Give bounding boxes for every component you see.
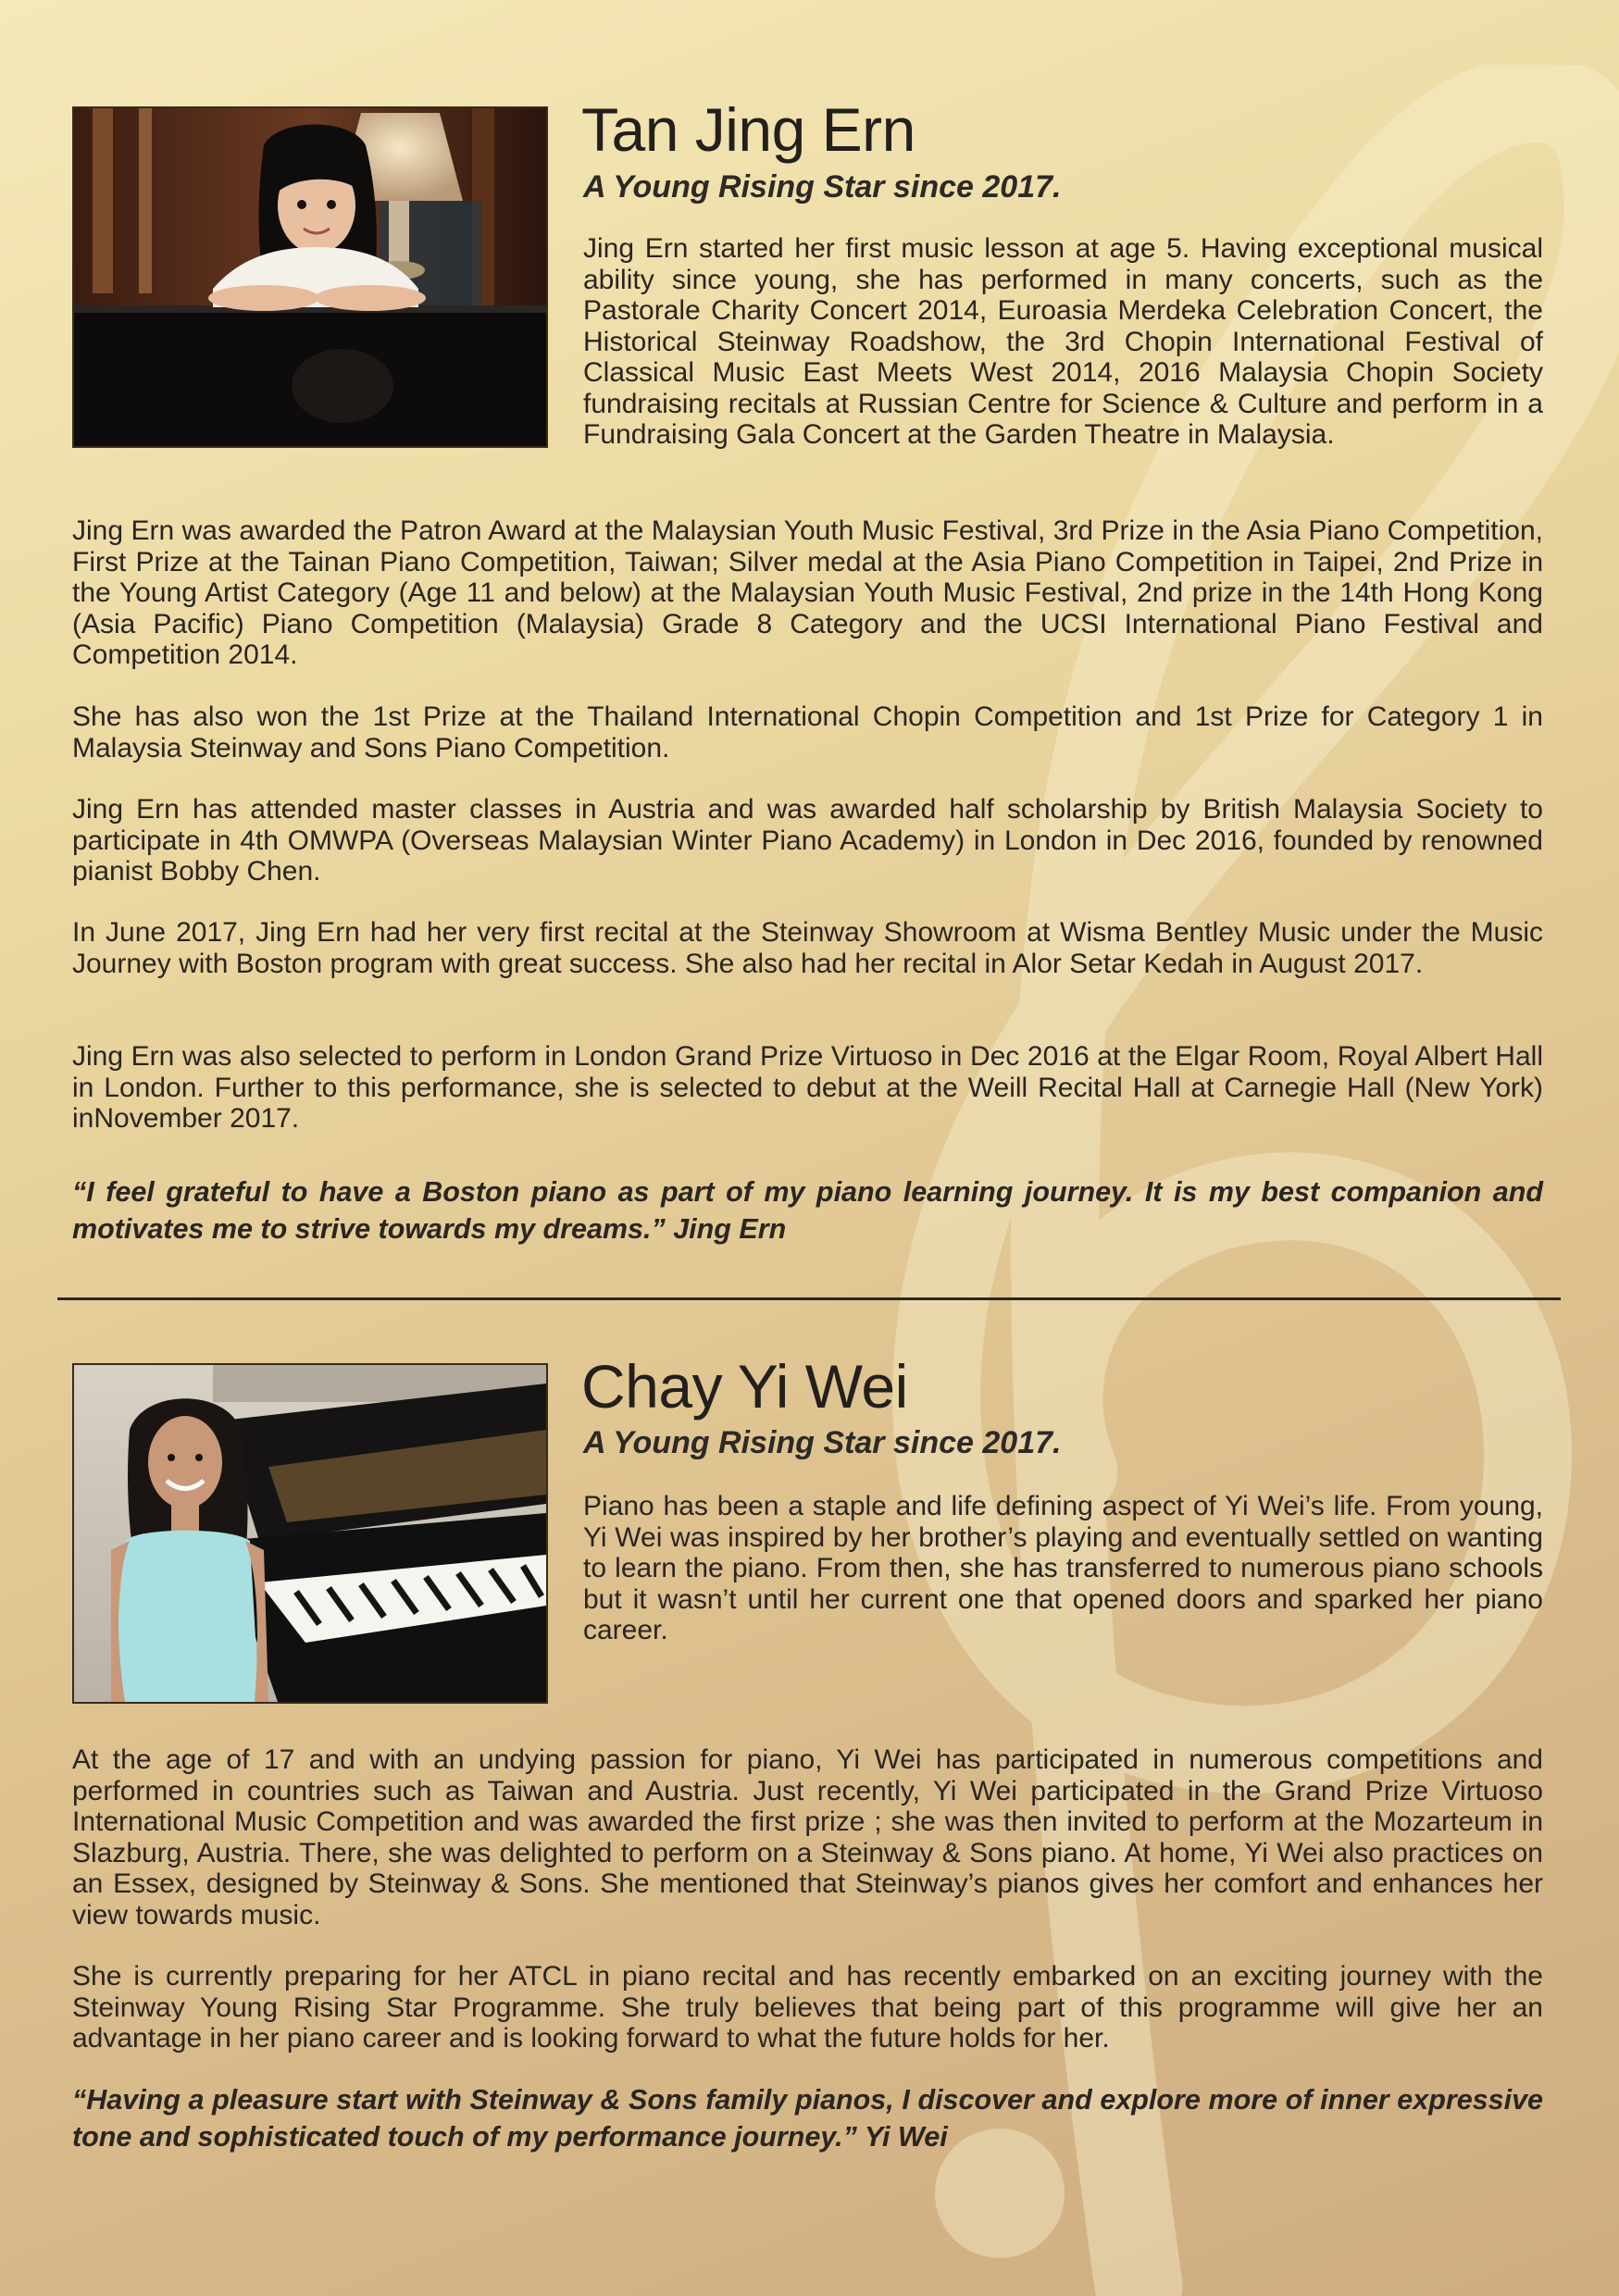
- section-divider: [57, 1297, 1561, 1300]
- profile-subtitle: A Young Rising Star since 2017.: [583, 1425, 1062, 1460]
- profile-name: Tan Jing Ern: [581, 95, 915, 164]
- bio-paragraph: Jing Ern was awarded the Patron Award at the Malaysian Youth Music Festival, 3rd Prize in the Asia Piano Competition, First Prize at the Tainan Piano Competition, Taiwan; Silver medal at the Asia Piano Competition in Taipei, 2nd Prize in the Young Artist Category (Age 11 and below) at the Malaysian Youth Music Festival, 2nd prize in the 14th Hong Kong (Asia Pacific) Piano Competition (Malaysia) Grade 8 Category and the UCSI International Piano Festival and Competition 2014.: [72, 515, 1543, 670]
- profile-subtitle: A Young Rising Star since 2017.: [583, 169, 1062, 205]
- bio-paragraph: Jing Ern has attended master classes in Austria and was awarded half scholarship by British Malaysia Society to participate in 4th OMWPA (Overseas Malaysian Winter Piano Academy) in London in Dec 2016, founded by renowned pianist Bobby Chen.: [72, 794, 1543, 887]
- bio-paragraph: At the age of 17 and with an undying passion for piano, Yi Wei has participated in numerous competitions and performed in countries such as Taiwan and Austria. Just recently, Yi Wei participated in the Grand Prize Virtuoso International Music Competition and was awarded the first prize ; she was then invited to perform at the Mozarteum in Slazburg, Austria. There, she was delighted to perform on a Steinway & Sons piano. At home, Yi Wei also practices on an Essex, designed by Steinway & Sons. She mentioned that Steinway’s pianos gives her comfort and enhances her view towards music.: [72, 1744, 1543, 1930]
- portrait-photo-girl-at-piano-icon: [74, 108, 546, 446]
- profile-quote: “I feel grateful to have a Boston piano as part of my piano learning journey. It is my best companion and motivates me to strive towards my dreams.” Jing Ern: [72, 1176, 1543, 1245]
- bio-paragraph: In June 2017, Jing Ern had her very first recital at the Steinway Showroom at Wisma Bentley Music under the Music Journey with Boston program with great success. She also had her recital in Alor Setar Kedah in August 2017.: [72, 917, 1543, 979]
- profile-photo-chay-yi-wei: [72, 1363, 548, 1704]
- bio-paragraph: She has also won the 1st Prize at the Thailand International Chopin Competition and 1st Prize for Category 1 in Malaysia Steinway and Sons Piano Competition.: [72, 701, 1543, 763]
- bio-paragraph: Jing Ern started her first music lesson at age 5. Having exceptional musical ability since young, she has performed in many concerts, such as the Pastorale Charity Concert 2014, Euroasia Merdeka Celebration Concert, the Historical Steinway Roadshow, the 3rd Chopin International Festival of Classical Music East Meets West 2014, 2016 Malaysia Chopin Society fundraising recitals at Russian Centre for Science & Culture and perform in a Fundraising Gala Concert at the Garden Theatre in Malaysia.: [583, 233, 1543, 450]
- bio-paragraph: She is currently preparing for her ATCL in piano recital and has recently embarked on an exciting journey with the Steinway Young Rising Star Programme. She truly believes that being part of this programme will give her an advantage in her piano career and is looking forward to what the future holds for her.: [72, 1961, 1543, 2054]
- profile-name: Chay Yi Wei: [581, 1352, 908, 1421]
- bio-paragraph: Piano has been a staple and life defining aspect of Yi Wei’s life. From young, Yi Wei was inspired by her brother’s playing and eventually settled on wanting to learn the piano. From then, she has transferred to numerous piano schools but it wasn’t until her current one that opened doors and sparked her piano career.: [583, 1491, 1543, 1645]
- profile-quote: “Having a pleasure start with Steinway & Sons family pianos, I discover and explore more of inner expressive tone and sophisticated touch of my performance journey.” Yi Wei: [72, 2084, 1543, 2153]
- bio-paragraph: Jing Ern was also selected to perform in London Grand Prize Virtuoso in Dec 2016 at the Elgar Room, Royal Albert Hall in London. Further to this performance, she is selected to debut at the Weill Recital Hall at Carnegie Hall (New York) inNovember 2017.: [72, 1041, 1543, 1134]
- profile-photo-tan-jing-ern: [72, 106, 548, 448]
- portrait-photo-girl-beside-grand-piano-icon: [74, 1365, 546, 1702]
